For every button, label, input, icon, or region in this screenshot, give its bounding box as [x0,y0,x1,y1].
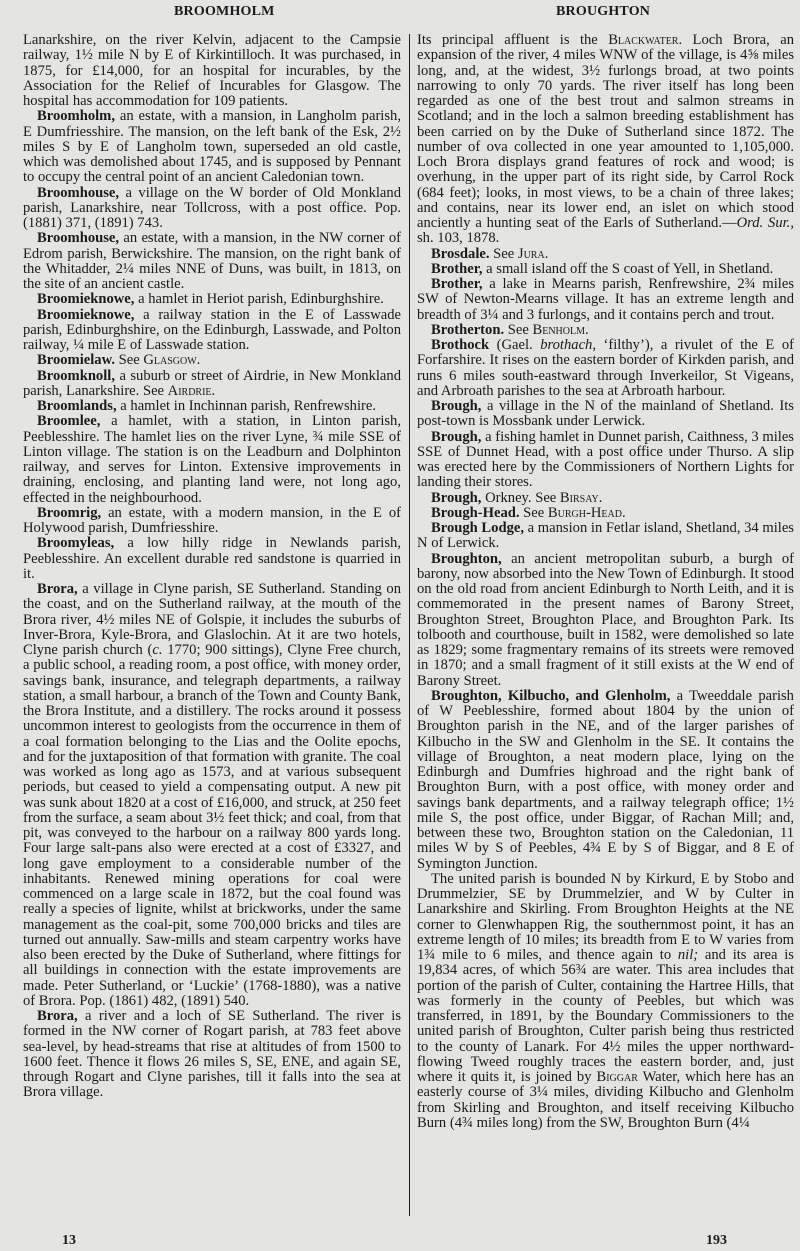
italic-text: nil; [677,947,699,963]
entry-text: . [196,352,201,369]
entry-text: a Tweeddale parish of W Peeblesshire, formed about 1804 by the union of Broughton parish in the NE, and of the larger parishes of Kilbucho in the SW and Glenholm in the SE. It contains the village of Broughton, a neat modern place, lying on the Edinburgh and Dumfries highroad and the right bank of Broughton Burn, with a post office, with money order and savings bank departments, and a railway telegraph office; 1½ mile S, the post office, under Biggar, of Rachan Mill; and, between these two, Broughton station on the Caledonian, 11 miles W by S of Peebles, 4¾ E by S of Biggar, and 8 E of Symington Junction. [417,687,794,872]
entry-text: (Gael. [489,337,541,353]
entry-text: a fishing hamlet in Dunnet parish, Caithness, 3 miles SSE of Dunnet Head, with a post office under Thurso. A slip was erected here by the Commissioners of Northern Lights for landing their stores. [417,428,794,491]
cross-reference: Airdrie [167,382,212,399]
entry-headword: Broomieknowe, [37,291,135,308]
italic-text: c. [152,642,163,658]
entry-text: a village in Clyne parish, SE Sutherland. Standing on the coast, and on the Sutherland railway, at the mouth of the Brora river, 4½ miles NE of Golspie, it includes the suburbs of Inver-Brora, Kyle-Brora, and Glaslochin. At it are two hotels, Clyne parish church ( [23,581,401,658]
gazetteer-entry [23,582,401,1009]
entry-headword: Broomknoll, [37,367,115,384]
entry-text: an ancient metropolitan suburb, a burgh of barony, now absorbed into the New Town of Edinburgh. It stood on the old road from ancient Edinburgh to North Leith, and it is commemorated in the present names of Barony Street, Broughton Street, Broughton Place, and Broughton Park. Its tolbooth and courthouse, built in 1582, were demolished so late as 1829; some fragmentary remains of its streets were removed in 1870; and a small fragment of it still exists at the W end of Barony Street. [417,550,794,689]
cross-reference: Jura [517,245,545,262]
gazetteer-entry [417,521,794,552]
gazetteer-entry [417,399,794,430]
gazetteer-entry [23,414,401,506]
gazetteer-entry [23,186,401,232]
gazetteer-entry [417,323,794,338]
entry-text: a river and a loch of SE Sutherland. The river is formed in the NW corner of Rogart parish, at 783 feet above sea-level, by head-streams that rise at altitudes of from 1500 to 1600 feet. Thence it flows 26 miles S, SE, ENE, and again SE, through Rogart and Clyne parishes, till it falls into the sea at Brora village. [23,1008,401,1101]
gazetteer-entry [23,1009,401,1101]
right-column [417,33,794,1131]
italic-text: Ord. Sur. [736,215,791,231]
entry-text: a railway station in the E of Lasswade parish, Edinburghshire, on the Edinburgh, Lasswade, and Polton railway, ¼ mile E of Lasswade station. [23,306,401,353]
entry-text: an estate, with a modern mansion, in the E of Holywood parish, Dumfriesshire. [23,504,401,536]
gazetteer-entry [23,536,401,582]
entry-text: . [585,321,589,338]
entry-text: . [598,489,603,506]
gazetteer-entry [417,491,794,506]
gazetteer-entry [417,338,794,399]
entry-text: a hamlet in Heriot parish, Edinburghshire. [134,291,384,308]
right-page-number: 193 [706,1233,727,1248]
entry-text: , sh. 103, 1878. [417,215,794,247]
gazetteer-entry [417,262,794,277]
entry-text: a hamlet in Inchinnan parish, Renfrewshire. [116,398,376,414]
entry-headword: Broomlands, [37,398,117,414]
entry-headword: Brosdale. [431,245,490,262]
entry-headword: Brough, [431,489,482,506]
continued-paragraph [23,33,401,109]
entry-headword: Broomlee, [37,413,101,430]
entry-headword: Brother, [431,260,483,277]
entry-text: a village on the W border of Old Monkland parish, Lanarkshire, near Tollcross, with a post office. Pop. (1881) 371, (1891) 743. [23,184,401,231]
gazetteer-entry [417,552,794,689]
entry-text: a hamlet, with a station, in Linton parish, Peeblesshire. The hamlet lies on the river Lyne, ¾ mile SSE of Linton village. The station is on the Leadburn and Dolphinton railway, and serves for Linton. Extensive improvements in draining, enclosing, and planting land were, not long ago, effected in the neighbourhood. [23,413,401,506]
entry-text: . [621,504,626,521]
entry-text: a suburb or street of Airdrie, in New Monkland parish, Lanarkshire. See [23,367,401,399]
gazetteer-entry [417,872,794,1131]
entry-text: See [519,504,548,521]
entry-headword: Brough, [431,428,482,445]
entry-text: Lanarkshire, on the river Kelvin, adjacent to the Campsie railway, 1½ mile N by E of Kirkintilloch. It was purchased, in 1875, for £14,000, for an hospital for incurables, by the Association for the Relief of Incurables for Glasgow. The hospital has accommodation for 109 patients. [23,32,401,109]
entry-text: an estate, with a mansion, in Langholm parish, E Dumfriesshire. The mansion, on the left bank of the Esk, 2½ miles S by E of Langholm town, superseded an old castle, which was demolished about 1745, and is supposed by Pennant to occupy the central point of an ancient Caledonian town. [23,108,401,186]
entry-text: , ‘filthy’), a rivulet of the E of Forfarshire. It rises on the eastern border of Kirkden parish, and runs 6 miles south-eastward through Inverkeilor, St Vigeans, and Arbroath parishes to the sea at Arbroath harbour. [417,337,794,399]
entry-text: and its area is 19,834 acres, of which 56¾ are water. This area includes that portion of the parish of Culter, containing the Hartree Hills, that was formerly in the county of Peebles, but which was transferred, in 1891, by the Boundary Commissioners to the united parish of Broughton, Culter parish being thus restricted to the county of Lanark. For 4½ miles the upper northward-flowing Tweed roughly traces the eastern border, and, just where it quits it, is joined by [417,947,794,1085]
entry-text: . Loch Brora, an expansion of the river, 4 miles WNW of the village, is 4⅝ miles long, and, at the widest, 3½ furlongs broad, at two points narrowing to only 70 yards. The river itself has long been regarded as one of the best trout and salmon streams in Scotland; and in the loch a salmon breeding establishment has been carried on by the Duke of Sutherland since 1872. The number of ova collected in one year amounted to 1,105,000. Loch Brora displays grand features of rock and wood; is overhung, in the upper part of its right side, by Carrol Rock (684 feet); looks, in most views, to be a chain of three lakes; and contains, near its lower end, an islet on which stood anciently a hunting seat of the Earls of Sutherland.— [417,32,794,231]
left-running-head: BROOMHOLM [174,4,275,19]
gazetteer-entry [23,353,401,368]
entry-headword: Broomieknowe, [37,306,135,323]
gazetteer-entry [417,247,794,262]
entry-headword: Brough, [431,398,482,414]
entry-headword: Brora, [37,1008,78,1024]
gazetteer-entry [23,369,401,400]
left-page-number: 13 [62,1233,76,1248]
cross-reference: Glasgow [143,352,197,369]
italic-text: brothach [540,337,593,353]
entry-headword: Broughton, Kilbucho, and Glenholm, [431,687,671,704]
cross-reference: Blackwater [608,32,679,48]
cross-reference: Burgh-Head [547,504,622,521]
gazetteer-entry [417,430,794,491]
gazetteer-entry [23,506,401,537]
entry-text: Water, which here has an easterly course of 3¼ miles, dividing Kilbucho and Glenholm from Skirling and Broughton, and itself receiving Kilbucho Burn (4¾ miles long) from the SW, Broughton Burn (4¼ [417,1069,794,1131]
entry-text: a mansion in Fetlar island, Shetland, 34 miles N of Lerwick. [417,520,794,552]
continued-paragraph [417,33,794,247]
gazetteer-entry [23,231,401,292]
entry-text: a small island off the S coast of Yell, in Shetland. [482,260,774,277]
entry-headword: Broomyleas, [37,535,115,552]
entry-headword: Brother, [431,276,483,292]
entry-headword: Broomrig, [37,504,102,521]
entry-text: a lake in Mearns parish, Renfrewshire, 2¾ miles SW of Newton-Mearns village. It has an extreme length and breadth of 3¼ and 3 furlongs, and it contains perch and trout. [417,276,794,323]
entry-headword: Broughton, [431,550,502,567]
entry-headword: Broomholm, [37,108,115,125]
gazetteer-entry [23,292,401,307]
entry-headword: Broomhouse, [37,184,120,201]
entry-text: . [544,245,549,262]
entry-text: The united parish is bounded N by Kirkurd, E by Stobo and Drummelzier, SE by Drummelzier, and W by Culter in Lanarkshire and Skirling. From Broughton Heights at the NE corner to Glenwhappen Rig, the southernmost point, it has an extreme length of 10 miles; its breadth from E to W varies from 1¾ mile to 6 miles, and thence again to [417,870,794,963]
gazetteer-entry [23,399,401,414]
cross-reference: Biggar [596,1069,638,1085]
entry-text: a village in the N of the mainland of Shetland. Its post-town is Mossbank under Lerwick. [417,398,794,430]
gazetteer-entry [23,109,401,185]
entry-text: Its principal affluent is the [417,32,609,48]
entry-headword: Broomielaw. [37,352,115,369]
entry-headword: Brothock [431,337,490,353]
gazetteer-entry [417,506,794,521]
entry-text: See [114,352,144,369]
gazetteer-entry [417,689,794,872]
entry-text: Orkney. See [481,489,560,506]
entry-text: See [504,321,533,338]
entry-headword: Brough-Head. [431,504,520,521]
entry-text: See [489,245,518,262]
entry-headword: Brough Lodge, [431,520,524,536]
entry-headword: Broomhouse, [37,230,120,247]
cross-reference: Birsay [559,489,599,506]
entry-text: an estate, with a mansion, in the NW corner of Edrom parish, Berwickshire. The mansion, on the right bank of the Whitadder, 2¼ miles NNE of Duns, was built, in 1813, on the site of an ancient castle. [23,230,401,292]
entry-headword: Brora, [37,581,78,597]
gazetteer-entry [417,277,794,323]
entry-text: . [211,382,216,399]
cross-reference: Benholm [532,321,585,338]
entry-text: 1770; 900 sittings), Clyne Free church, a public school, a reading room, a post office, with money order, savings bank, insurance, and telegraph departments, a railway station, a small harbour, a branch of the Town and County Bank, the Brora Institute, and a distillery. The rocks around it possess uncommon interest to geologists from the occurrence in them of a coal formation belonging to the Lias and the Oolite epochs, and for the juxtaposition of that formation with granite. The coal was worked as long ago as 1573, and at various subsequent periods, but ceased to yield a compensating output. A new pit was sunk about 1820 at a cost of £16,000, and struck, at 250 feet from the surface, a seam about 3½ feet thick; and coal, from that pit, was conveyed to the harbour on a railway 800 yards long. Four large salt-pans also were erected at a cost of £3327, and long gave employment to a considerable number of the inhabitants. Renewed mining operations for coal were commenced on a large scale in 1872, but the coal found was really a species of lignite, whilst at brickworks, under the same management as the coal-pit, some 700,000 bricks and tiles are turned out annually. Saw-mills and steam carpentry works have also been erected by the Duke of Sutherland, where fittings for all buildings in connection with the estate improvements are made. Peter Sutherland, or ‘Luckie’ (1768-1880), was a native of Brora. Pop. (1861) 482, (1891) 540. [23,642,401,1009]
entry-text: a low hilly ridge in Newlands parish, Peeblesshire. An excellent durable red sandstone is quarried in it. [23,535,401,582]
left-column [23,33,401,1101]
right-running-head: BROUGHTON [556,4,651,19]
column-divider [409,34,410,1216]
gazetteer-entry [23,308,401,354]
entry-headword: Brotherton. [431,321,505,338]
